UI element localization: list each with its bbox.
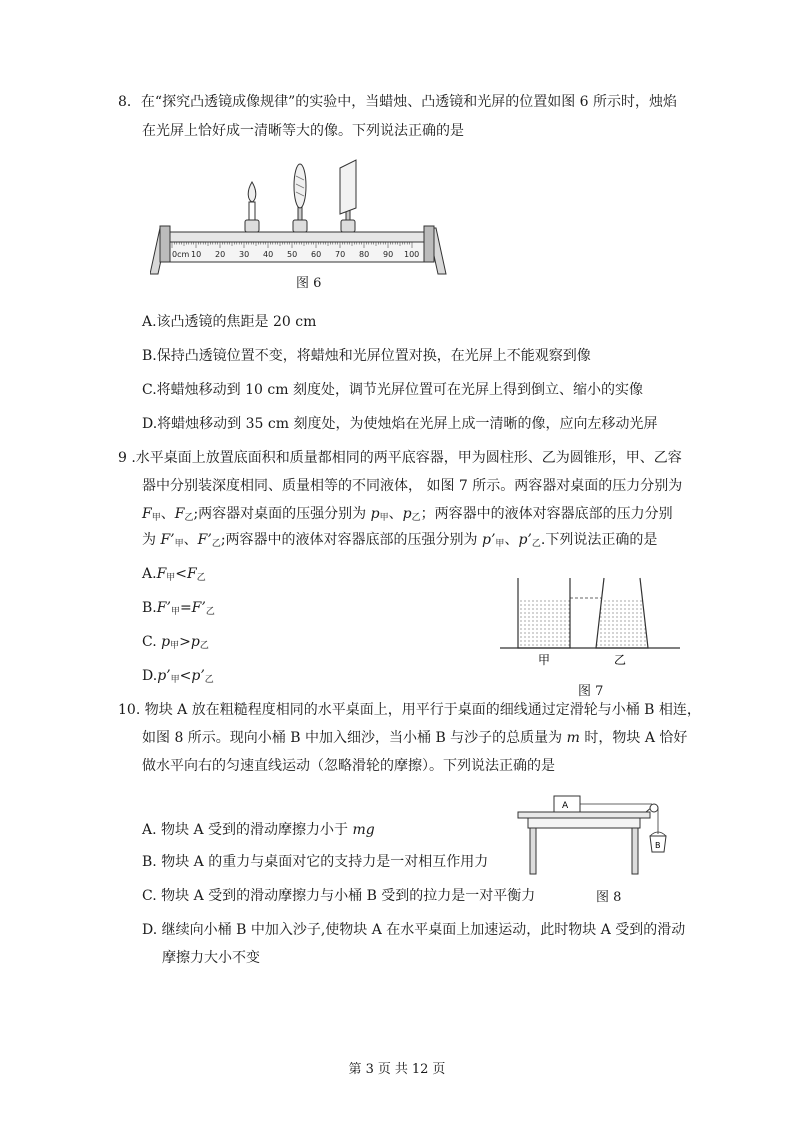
- pulley-icon: [650, 804, 658, 812]
- text-fragment: ;两容器对桌面的压强分别为: [193, 506, 371, 522]
- q9-stem-line1: 9 .水平桌面上放置底面积和质量都相同的两平底容器，甲为圆柱形、乙为圆锥形，甲、乙容: [118, 450, 682, 466]
- table-apron: [528, 818, 640, 828]
- symbol-m: m: [566, 730, 580, 746]
- q10-stem-line3: 做水平向右的匀速直线运动（忽略滑轮的摩擦）。下列说法正确的是: [142, 758, 555, 774]
- table-top: [518, 812, 650, 818]
- subscript-yi: 乙: [531, 539, 541, 549]
- operator: <: [175, 566, 188, 582]
- ruler-tick-label: 20: [215, 250, 226, 259]
- separator: 、: [183, 532, 198, 548]
- symbol-mg: mg: [352, 822, 375, 838]
- footer-text: 页: [377, 1062, 391, 1077]
- ruler-tick-label: 80: [359, 250, 370, 259]
- q8-option-a: A.该凸透镜的焦距是 20 cm: [142, 314, 317, 330]
- q10-option-a: [142, 820, 375, 840]
- text-fragment: ；两容器中的液体对容器底部的压力分别: [420, 506, 673, 522]
- figure-7-caption: 图 7: [578, 684, 604, 699]
- q9-option-b: [142, 598, 215, 622]
- ruler-tick-label: 10: [191, 250, 202, 259]
- page-footer: [0, 1058, 794, 1077]
- q10-option-c: C. 物块 A 受到的滑动摩擦力与小桶 B 受到的拉力是一对平衡力: [142, 888, 536, 904]
- footer-text: 页: [432, 1062, 446, 1077]
- symbol-F-prime: F’: [191, 600, 206, 616]
- subscript-yi: 乙: [199, 641, 209, 651]
- q8-stem-line1: [118, 92, 677, 112]
- q8-stem-text: 在“探究凸透镜成像规律”的实验中，当蜡烛、凸透镜和光屏的位置如图 6 所示时，烛焰: [140, 94, 678, 110]
- text-fragment: 为: [142, 532, 161, 548]
- subscript-yi: 乙: [184, 513, 194, 523]
- subscript-jia: 甲: [151, 513, 161, 523]
- q9-stem-line2: 器中分别装深度相同、质量相等的不同液体， 如图 7 所示。两容器对桌面的压力分别为: [142, 478, 683, 494]
- separator: 、: [504, 532, 519, 548]
- q9-option-a: [142, 564, 206, 588]
- symbol-p: p: [402, 506, 412, 522]
- symbol-p: p: [370, 506, 380, 522]
- q8-number: 8．: [118, 94, 141, 110]
- figure-8-caption: 图 8: [596, 890, 622, 905]
- table-leg-right: [632, 828, 638, 874]
- label-jia: 甲: [538, 653, 551, 667]
- subscript-yi: 乙: [211, 539, 221, 549]
- pulley-figure: [516, 792, 676, 876]
- ruler-tick-label: 50: [287, 250, 298, 259]
- separator: 、: [388, 506, 403, 522]
- subscript-yi: 乙: [196, 573, 206, 583]
- text-fragment: .下列说法正确的是: [540, 532, 658, 548]
- operator: =: [179, 600, 192, 616]
- q10-stem-line2: [142, 728, 687, 748]
- candle-icon: [245, 182, 259, 232]
- subscript-yi: 乙: [205, 607, 215, 617]
- footer-text: 共: [394, 1062, 408, 1077]
- left-support-post: [160, 226, 170, 262]
- symbol-p-prime: p’: [518, 532, 532, 548]
- ruler-tick-label: 90: [383, 250, 394, 259]
- bucket-b-label: B: [655, 841, 661, 850]
- subscript-yi: 乙: [411, 513, 421, 523]
- containers-figure: [500, 576, 680, 668]
- q9-option-d: [142, 666, 214, 690]
- symbol-p-prime: p’: [157, 668, 171, 684]
- q10-stem-line1: 10. 物块 A 放在粗糙程度相同的水平桌面上，用平行于桌面的细线通过定滑轮与小桶 B 相连，: [118, 702, 701, 718]
- symbol-F-prime: F’: [197, 532, 212, 548]
- subscript-jia: 甲: [170, 641, 180, 651]
- symbol-p-prime: p’: [482, 532, 496, 548]
- ruler-tick-label: 40: [263, 250, 274, 259]
- ruler-tick-label: 30: [239, 250, 250, 259]
- light-screen-icon: [340, 160, 356, 232]
- option-prefix: C.: [142, 634, 162, 650]
- option-prefix: A.: [142, 566, 157, 582]
- subscript-jia: 甲: [174, 539, 184, 549]
- q10-option-b: B. 物块 A 的重力与桌面对它的支持力是一对相互作用力: [142, 854, 489, 870]
- separator: 、: [160, 506, 175, 522]
- q9-stem-line4: [142, 530, 657, 554]
- text-fragment: 时，物块 A 恰好: [579, 730, 688, 746]
- operator: <: [179, 668, 192, 684]
- symbol-F: F: [174, 506, 185, 522]
- footer-text: 第: [348, 1062, 362, 1077]
- figure-6-caption: 图 6: [296, 276, 322, 291]
- symbol-F-prime: F’: [156, 600, 171, 616]
- q10-option-d-line2: 摩擦力大小不变: [162, 950, 260, 966]
- option-prefix: B.: [142, 600, 157, 616]
- block-a-label: A: [562, 801, 569, 811]
- symbol-F: F: [156, 566, 167, 582]
- cylinder-container-icon: [518, 578, 570, 648]
- subscript-jia: 甲: [170, 607, 180, 617]
- ruler-tick-label: 70: [335, 250, 346, 259]
- bench-rail: [170, 232, 424, 242]
- q8-option-c: C.将蜡烛移动到 10 cm 刻度处，调节光屏位置可在光屏上得到倒立、缩小的实像: [142, 382, 643, 398]
- symbol-p: p: [161, 634, 171, 650]
- ruler-tick-label: 100: [404, 250, 420, 259]
- text-fragment: ;两容器中的液体对容器底部的压强分别为: [220, 532, 482, 548]
- cone-container-icon: [596, 578, 648, 648]
- q9-option-c: [142, 632, 209, 656]
- symbol-F: F: [142, 506, 152, 522]
- optical-bench-figure: [150, 156, 450, 278]
- label-yi: 乙: [614, 653, 627, 667]
- convex-lens-icon: [293, 164, 307, 232]
- subscript-jia: 甲: [170, 675, 180, 685]
- subscript-yi: 乙: [204, 675, 214, 685]
- footer-page-number: 3: [365, 1062, 374, 1077]
- subscript-jia: 甲: [495, 539, 505, 549]
- option-prefix: D.: [142, 668, 158, 684]
- q10-option-d-line1: D. 继续向小桶 B 中加入沙子,使物块 A 在水平桌面上加速运动，此时物块 A 受到的滑动: [142, 922, 686, 938]
- symbol-F-prime: F’: [160, 532, 175, 548]
- ruler-tick-label: 60: [311, 250, 322, 259]
- q8-stem-line2: 在光屏上恰好成一清晰等大的像。下列说法正确的是: [142, 123, 464, 139]
- subscript-jia: 甲: [379, 513, 389, 523]
- q8-option-b: B.保持凸透镜位置不变，将蜡烛和光屏位置对换，在光屏上不能观察到像: [142, 348, 591, 364]
- footer-total-pages: 12: [411, 1062, 429, 1077]
- q9-stem-line3: [142, 504, 673, 528]
- symbol-p: p: [190, 634, 200, 650]
- q8-option-d: D.将蜡烛移动到 35 cm 刻度处，为使烛焰在光屏上成一清晰的像，应向左移动光屏: [142, 416, 658, 432]
- symbol-F: F: [187, 566, 197, 582]
- right-support-post: [424, 226, 434, 262]
- symbol-p-prime: p’: [191, 668, 205, 684]
- text-fragment: A. 物块 A 受到的滑动摩擦力小于: [142, 822, 353, 838]
- subscript-jia: 甲: [166, 573, 176, 583]
- table-leg-left: [530, 828, 536, 874]
- text-fragment: 如图 8 所示。现向小桶 B 中加入细沙，当小桶 B 与沙子的总质量为: [142, 730, 567, 746]
- operator: >: [179, 634, 191, 650]
- ruler-unit-label: 0cm: [172, 250, 190, 259]
